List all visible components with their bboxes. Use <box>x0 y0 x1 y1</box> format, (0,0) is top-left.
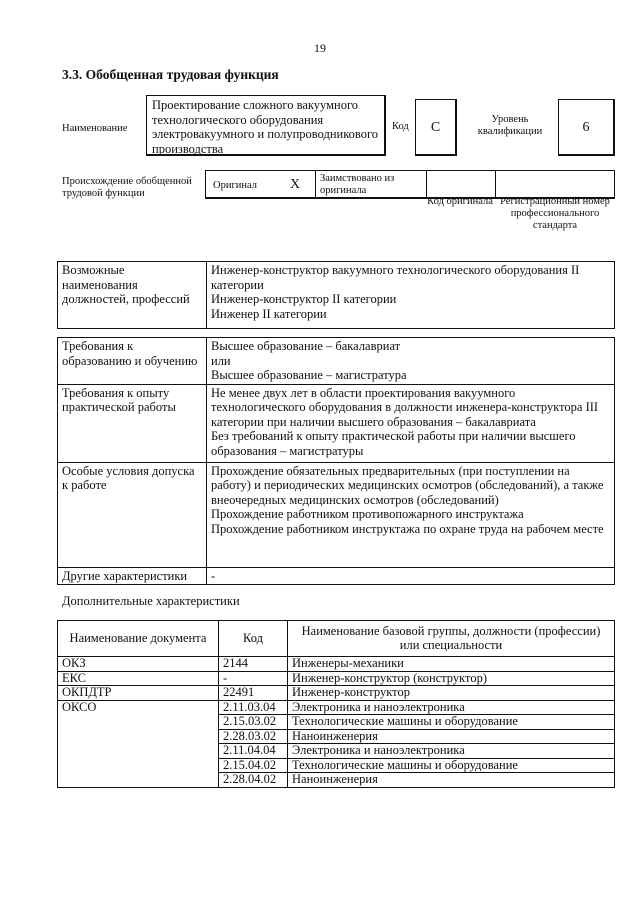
requirement-values <box>207 462 615 567</box>
table-row <box>58 657 615 672</box>
additional-table <box>57 620 615 788</box>
name-cell: Наноинженерия <box>288 773 615 788</box>
name-cell: Электроника и наноэлектроника <box>288 744 615 759</box>
requirements-table <box>57 337 615 585</box>
position-line: Инженер II категории <box>211 306 327 321</box>
doc-cell: ОКСО <box>58 700 219 787</box>
name-cell: Технологические машины и оборудование <box>288 758 615 773</box>
requirement-line: Не менее двух лет в области проектирования вакуумного технологического оборудования в должности инженера-конструктора III категории при наличии высшего образования – бакалавриата <box>211 385 599 429</box>
name-cell: Инженеры-механики <box>288 657 615 672</box>
code-cell: 2.15.03.02 <box>219 715 288 730</box>
requirement-line: - <box>211 568 216 583</box>
original-mark: X <box>290 177 301 192</box>
page-number: 19 <box>314 41 326 55</box>
name-cell: Электроника и наноэлектроника <box>288 700 615 715</box>
name-cell: Технологические машины и оборудование <box>288 715 615 730</box>
table-row <box>58 686 615 701</box>
requirement-line: или <box>211 353 231 368</box>
requirement-label: Требования к образованию и обучению <box>58 338 207 385</box>
code-cell: 2.15.04.02 <box>219 758 288 773</box>
code-cell: - <box>219 671 288 686</box>
requirement-values <box>207 567 615 585</box>
reg-number-caption: Регистрационный номер профессионального стандарта <box>500 196 610 231</box>
requirement-label: Особые условия допуска к работе <box>58 462 207 567</box>
code-cell: 22491 <box>219 686 288 701</box>
doc-cell: ОКПДТР <box>58 686 219 701</box>
name-cell: Инженер-конструктор (конструктор) <box>288 671 615 686</box>
code-cell: 2.28.04.02 <box>219 773 288 788</box>
code-original-caption: Код оригинала <box>427 196 493 207</box>
level-value: 6 <box>558 99 615 156</box>
name-cell: Наноинженерия <box>288 729 615 744</box>
name-value: Проектирование сложного вакуумного технологического оборудования электровакуумного и полупроводникового производства <box>146 95 386 156</box>
doc-cell: ОКЗ <box>58 657 219 672</box>
requirement-values <box>207 384 615 462</box>
section-title: 3.3. Обобщенная трудовая функция <box>62 67 279 82</box>
code-label: Код <box>392 121 409 132</box>
name-label: Наименование <box>62 123 128 134</box>
additional-title: Дополнительные характеристики <box>62 594 240 608</box>
positions-values <box>207 262 615 329</box>
requirement-line: Прохождение работником инструктажа по охране труда на рабочем месте <box>211 521 604 536</box>
column-header: Код <box>219 621 288 657</box>
requirement-line: Высшее образование – магистратура <box>211 368 407 382</box>
requirement-line: Прохождение работником противопожарного инструктажа <box>211 507 524 521</box>
code-cell: 2.11.04.04 <box>219 744 288 759</box>
position-line: Инженер-конструктор вакуумного технологического оборудования II категории <box>211 263 580 292</box>
requirement-line: Без требований к опыту практической работы при наличии высшего образования – магистратуры <box>211 429 576 458</box>
requirement-label: Другие характеристики <box>58 567 207 585</box>
requirement-line: Высшее образование – бакалавриат <box>211 339 401 353</box>
code-cell: 2.28.03.02 <box>219 729 288 744</box>
table-row <box>58 700 615 715</box>
positions-label: Возможные наименования должностей, профессий <box>58 262 207 329</box>
requirement-label: Требования к опыту практической работы <box>58 384 207 462</box>
origin-label: Происхождение обобщенной трудовой функции <box>62 176 192 199</box>
divider <box>495 171 496 198</box>
level-label: Уровень квалификации <box>477 114 543 137</box>
doc-cell: ЕКС <box>58 671 219 686</box>
position-line: Инженер-конструктор II категории <box>211 292 397 306</box>
requirement-line: Прохождение обязательных предварительных (при поступлении на работу) и периодических медицинских осмотров (обследований), а также внеочередных медицинских осмотров (обследований) <box>211 463 604 507</box>
code-value: C <box>415 99 457 156</box>
divider <box>315 171 316 198</box>
requirement-values <box>207 338 615 385</box>
positions-table <box>57 261 615 329</box>
code-cell: 2.11.03.04 <box>219 700 288 715</box>
divider <box>426 171 427 198</box>
borrowed-label: Заимствовано из оригинала <box>320 173 395 196</box>
name-cell: Инженер-конструктор <box>288 686 615 701</box>
code-cell: 2144 <box>219 657 288 672</box>
origin-row <box>205 170 615 199</box>
column-header: Наименование базовой группы, должности (профессии) или специальности <box>288 621 615 657</box>
table-row <box>58 671 615 686</box>
original-label: Оригинал <box>213 180 257 191</box>
column-header: Наименование документа <box>58 621 219 657</box>
